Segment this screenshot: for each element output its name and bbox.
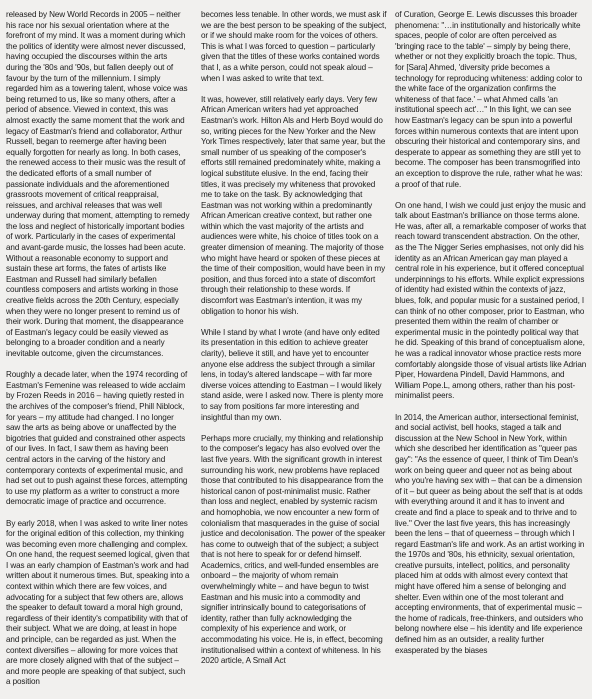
paragraph: By early 2018, when I was asked to write liner notes for the original edition of this collection, my thinking was becoming even more challenging and complex. On one hand, the request seemed logical, given that I was an early champion of Eastman's work and had written about it numerous times. But, speaking into a context within which there are few voices, and advocating for a subject that few others are, allows the speaker to default toward a moral high ground, regardless of their identity's compatibility with that of their subject. What we are doing, at least in hope and principle, can be regarded as just. When the context diversifies – allowing for more voices that are more closely aligned with that of the subject – and more people are speaking of that subject, such a position xyxy=(6,518,190,687)
paragraph: Perhaps more crucially, my thinking and relationship to the composer's legacy has also evolved over the last five years. With the significant growth in interest surrounding his work, new problems have replaced those that contributed to his disappearance from the historical canon of post-minimalist music. Rather than loss and neglect, enabled by systemic racism and homophobia, we now encounter a new form of colonialism that masquerades in the guise of social justice and decolonisation. The power of the speaker has come to outweigh that of the subject; a subject that is not here to speak for or defend himself. Academics, critics, and well-funded ensembles are onboard – the majority of whom remain overwhelmingly white – and have begun to twist Eastman and his music into a commodity and signifier intrinsically bound to categorisations of identity, rather than fully acknowledging the complexity of his experience and work, or accommodating his voice. He is, in effect, becoming institutionalised within a context of whiteness. In his 2020 article, A Small Act xyxy=(201,433,386,666)
paragraph: On one hand, I wish we could just enjoy the music and talk about Eastman's brilliance on those terms alone. He was, after all, a remarkable composer of works that reach toward transcendent abstraction. On the other, as the The Nigger Series emphasises, not only did his identity as an African American gay man played a central role in his experience, but it offered conceptual underpinnings to his efforts. While explicit expressions of identity had existed within the contexts of jazz, blues, folk, and popular music for a sustained period, I can think of no other composer, prior to Eastman, who presented them within the realm of chamber or experimental music in the pointedly political way that he did. Speaking of this brand of conceptualism alone, he was a radical innovator whose practice rests more comfortably alongside those of visual artists like Adrian Piper, Howardena Pindell, David Hammons, and William Pope.L, among others, rather than his post-minimalist peers. xyxy=(395,200,587,401)
text-column-2 xyxy=(201,10,387,677)
text-column-1 xyxy=(6,10,190,699)
paragraph: In 2014, the American author, intersectional feminist, and social activist, bell hooks, staged a talk and discussion at the New School in New York, within which she described her identification as "queer pas gay": "As the essence of queer, I think of Tim Dean's work on being queer and queer not as being about who you're having sex with – that can be a dimension of it – but queer as being about the self that is at odds with everything around it and it has to invent and create and find a place to speak and to thrive and to live." Over the last five years, this has increasingly been the lens – that of queerness – through which I regard Eastman's life and work. As an artist working in the 1970s and '80s, his ethnicity, sexual orientation, creative pursuits, intellect, politics, and personality placed him at odds with almost every context that might have offered him a sense of belonging and shelter. Even within one of the most tolerant and accepting environments, that of experimental music – the home of radicals, free-thinkers, and outsiders who belong nowhere else – his identity and life experience defined him as an outsider, a reality further exasperated by the biases xyxy=(395,412,585,655)
paragraph: of Curation, George E. Lewis discusses this broader phenomena: "…in institutionally and historically white spaces, people of color are often perceived as 'bringing race to the table' – simply by being there, whether or not they explicitly broach the topic. Thus, for [Sara] Ahmed, 'diversity pride becomes a technology for reproducing whiteness: adding color to the white face of the organization confirms the whiteness of that face.' – what Ahmed calls 'an institutional speech act'…" In this light, we can see how Eastman's legacy can be spun into a powerful forces within numerous contexts that are intent upon obscuring their historical and contemporary sins, and desperate to appear as something they are still yet to become. The composer has been transmogrified into an exception to disprove the rule, rather what he was: a proof of that rule. xyxy=(395,10,583,189)
paragraph: becomes less tenable. In other words, we must ask if we are the best person to be speaking of the subject, or if we should make room for the voices of others. This is what I was forced to question – particularly given that the titles of these works contained words that I, as a white person, could not speak aloud – when I was asked to write that text. xyxy=(201,10,387,83)
paragraph: It was, however, still relatively early days. Very few African American writers had yet approached Eastman's work. Hilton Als and Herb Boyd would do so, writing pieces for the New Yorker and the New York Times respectively, later that same year, but the small number of us speaking of the composer's efforts still remained predominately white, making a logical substitute elusive. In the end, facing their titles, it was precisely my whiteness that provoked me to take on the task. By acknowledging that Eastman was not working within a predominantly African American creative context, but rather one within which the vast majority of the artists and audiences were white, his choice of titles took on a greater dimension of meaning. The majority of those who might have heard or spoken of these pieces at the time of their composition, would have been in my position, and thus forced into a state of discomfort through their relationship to these words. If discomfort was Eastman's intention, it was my obligation to honor his wish. xyxy=(201,94,386,316)
paragraph: released by New World Records in 2005 – neither his race nor his sexual orientation where at the forefront of my mind. It was a moment during which the politics of identity were almost never discussed, having occupied the discourses within the arts during the '80s and '90s, but fallen deeply out of favour by the turn of the millennium. I simply regarded him as a towering talent, whose voice was being returned to us, like so many others, after a period of absence. Viewed in context, this was almost exactly the same moment that the work and legacy of Eastman's friend and collaborator, Arthur Russell, began to reemerge after having been equally forgotten for nearly as long. In both cases, the renewed access to their music was the result of the dedicated efforts of a small number of passionate individuals and the aforementioned grassroots movement of critical reappraisal, reissues, and archival releases that was well underway during that moment, attempting to remedy the loss and neglect of historically important bodies of work. Particularly in the cases of experimental and avant-garde music, the losses had been acute. Without a reasonable economy to support and sustain these art forms, the fates of artists like Eastman and Russell had similarly befallen countless composers and artists working in those creative fields across the 20th Century, especially when they were no longer present to remind us of their work. During that moment, the disappearance of Eastman's legacy could be easily viewed as belonging to a broader condition and a nearly inevitable outcome, given the circumstances. xyxy=(6,10,190,358)
paragraph: Roughly a decade later, when the 1974 recording of Eastman's Femenine was released to wide acclaim by Frozen Reeds in 2016 – having quietly rested in the archives of the composer's friend, Phill Niblock, for years – my attitude had changed. I no longer saw the arts as being above or unaffected by the bigotries that guided and constrained other aspects of our lives. In fact, I saw them as having been central actors in the carving of the history and contemporary contexts of experimental music, and had set out to push against these forces, attempting to use my platform as a writer to construct a more democratic image of practice and occurrence. xyxy=(6,370,188,507)
text-column-3 xyxy=(395,10,587,667)
paragraph: While I stand by what I wrote (and have only edited its presentation in this edition to achieve greater clarity), believe it still, and have yet to encounter anyone else address the subject through a similar lens, in today's altered landscape – with far more diverse voices attending to Eastman – I would likely stand aside, were I asked now. There is plenty more to say from positions far more interesting and insightful than my own. xyxy=(201,327,384,422)
